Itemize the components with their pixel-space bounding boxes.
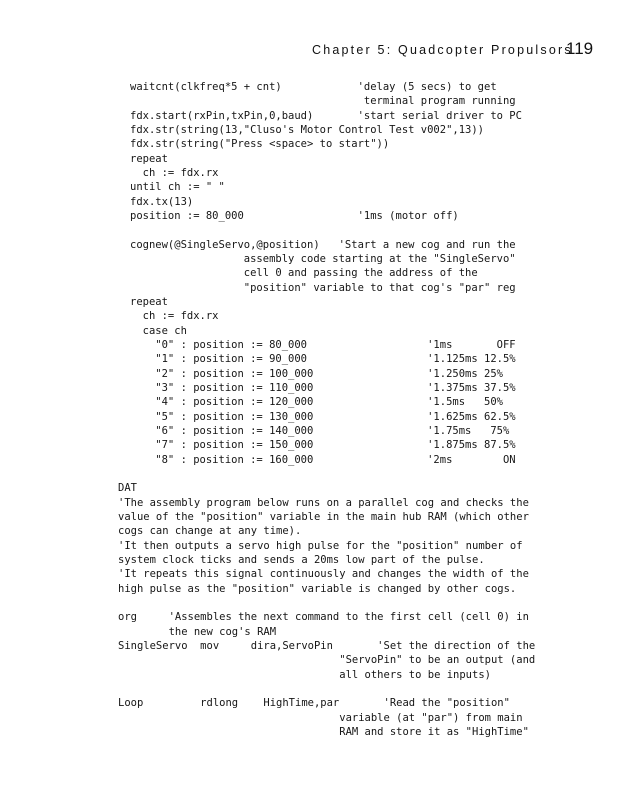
code-line: the new cog's RAM (118, 626, 277, 638)
code-line: high pulse as the "position" variable is changed by other cogs. (118, 583, 517, 595)
chapter-title: Chapter 5: Quadcopter Propulsors (312, 43, 573, 57)
code-line: value of the "position" variable in the main hub RAM (which other (118, 511, 529, 523)
code-line: system clock ticks and sends a 20ms low part of the pulse. (118, 554, 485, 566)
code-line: "2" : position := 100_000 '1.250ms 25% (130, 368, 503, 380)
code-line: "4" : position := 120_000 '1.5ms 50% (130, 396, 503, 408)
code-line: fdx.str(string("Press <space> to start")) (130, 138, 390, 150)
code-line: fdx.tx(13) (130, 196, 194, 208)
code-line: fdx.start(rxPin,txPin,0,baud) 'start serial driver to PC (130, 110, 522, 122)
code-line: "position" variable to that cog's "par" reg (130, 282, 516, 294)
code-line: cogs can change at any time). (118, 525, 302, 537)
code-line: org 'Assembles the next command to the first cell (cell 0) in (118, 611, 529, 623)
code-line: RAM and store it as "HighTime" (118, 726, 529, 738)
page-number: 119 (566, 39, 594, 58)
code-line: DAT (118, 482, 137, 494)
code-line: terminal program running (130, 95, 516, 107)
code-line: 'It repeats this signal continuously and changes the width of the (118, 568, 529, 580)
code-line: repeat (130, 153, 168, 165)
code-line: case ch (130, 325, 187, 337)
code-line: all others to be inputs) (118, 669, 491, 681)
code-line: ch := fdx.rx (130, 310, 219, 322)
code-line: fdx.str(string(13,"Cluso's Motor Control Test v002",13)) (130, 124, 485, 136)
code-line: Loop rdlong HighTime,par 'Read the "position" (118, 697, 510, 709)
code-line: cell 0 and passing the address of the (130, 267, 478, 279)
code-line: position := 80_000 '1ms (motor off) (130, 210, 459, 222)
code-line: 'The assembly program below runs on a parallel cog and checks the (118, 497, 529, 509)
code-line: waitcnt(clkfreq*5 + cnt) 'delay (5 secs) to get (130, 81, 497, 93)
code-line: "0" : position := 80_000 '1ms OFF (130, 339, 516, 351)
code-line: "3" : position := 110_000 '1.375ms 37.5% (130, 382, 516, 394)
code-line: "ServoPin" to be an output (and (118, 654, 536, 666)
code-line: SingleServo mov dira,ServoPin 'Set the direction of the (118, 640, 536, 652)
code-line: variable (at "par") from main (118, 712, 523, 724)
code-line: cognew(@SingleServo,@position) 'Start a new cog and run the (130, 239, 516, 251)
code-line: "5" : position := 130_000 '1.625ms 62.5% (130, 411, 516, 423)
code-line: "8" : position := 160_000 '2ms ON (130, 454, 516, 466)
code-line: ch := fdx.rx (130, 167, 219, 179)
code-line: "6" : position := 140_000 '1.75ms 75% (130, 425, 510, 437)
code-line: repeat (130, 296, 168, 308)
code-line: 'It then outputs a servo high pulse for the "position" number of (118, 540, 523, 552)
code-line: "7" : position := 150_000 '1.875ms 87.5% (130, 439, 516, 451)
code-line: "1" : position := 90_000 '1.125ms 12.5% (130, 353, 516, 365)
code-line: until ch := " " (130, 181, 225, 193)
code-line: assembly code starting at the "SingleServo" (130, 253, 516, 265)
